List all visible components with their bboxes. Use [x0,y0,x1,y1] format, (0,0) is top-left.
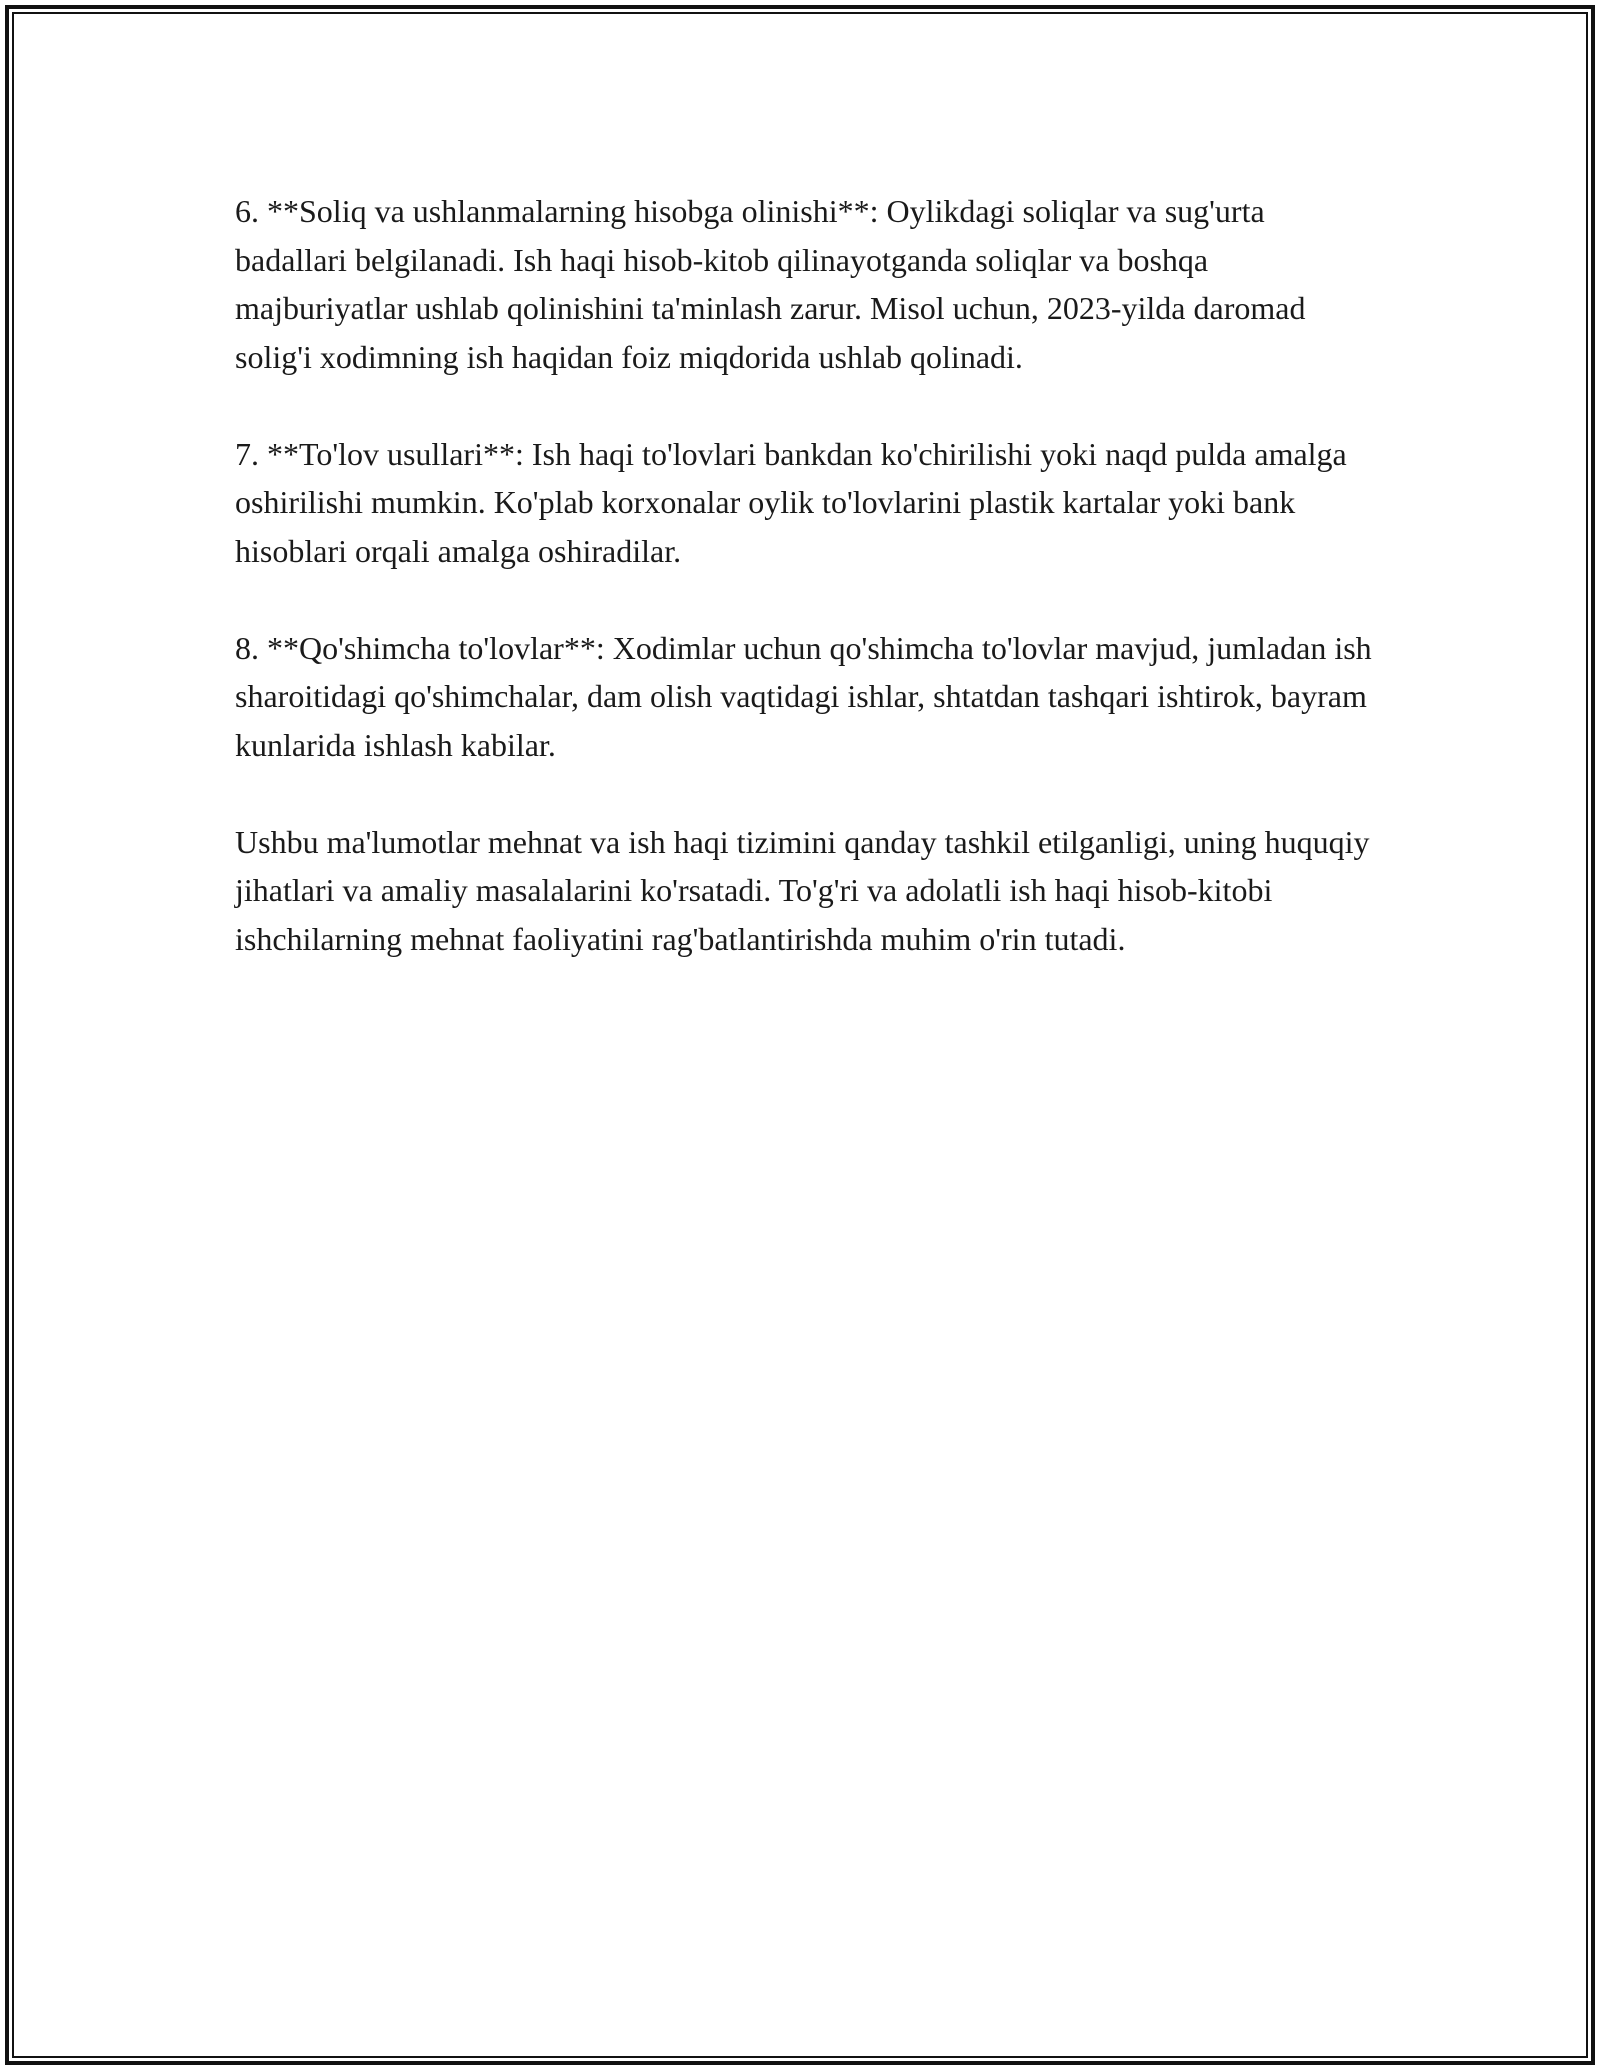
paragraph-item-6-taxes: 6. **Soliq va ushlanmalarning hisobga olinishi**: Oylikdagi soliqlar va sug'urta badallari belgilanadi. Ish haqi hisob-kitob qilinayotganda soliqlar va boshqa majburiyatlar ushlab qolinishini ta'minlash zarur. Misol uchun, 2023-yilda daromad solig'i xodimning ish haqidan foiz miqdorida ushlab qolinadi. [235,193,1306,375]
paragraph-item-7-payment-methods: 7. **To'lov usullari**: Ish haqi to'lovlari bankdan ko'chirilishi yoki naqd pulda amalga oshirilishi mumkin. Ko'plab korxonalar oylik to'lovlarini plastik kartalar yoki bank hisoblari orqali amalga oshiradilar. [235,435,1347,569]
paragraph-conclusion: Ushbu ma'lumotlar mehnat va ish haqi tizimini qanday tashkil etilganligi, uning huquqiy jihatlari va amaliy masalalarini ko'rsatadi. To'g'ri va adolatli ish haqi hisob-kitobi ishchilarning mehnat faoliyatini rag'batlantirishda muhim o'rin tutadi. [235,823,1370,957]
document-body [235,187,1375,1012]
paragraph-item-8-additional-payments: 8. **Qo'shimcha to'lovlar**: Xodimlar uchun qo'shimcha to'lovlar mavjud, jumladan ish sharoitidagi qo'shimchalar, dam olish vaqtidagi ishlar, shtatdan tashqari ishtirok, bayram kunlarida ishlash kabilar. [235,629,1372,763]
